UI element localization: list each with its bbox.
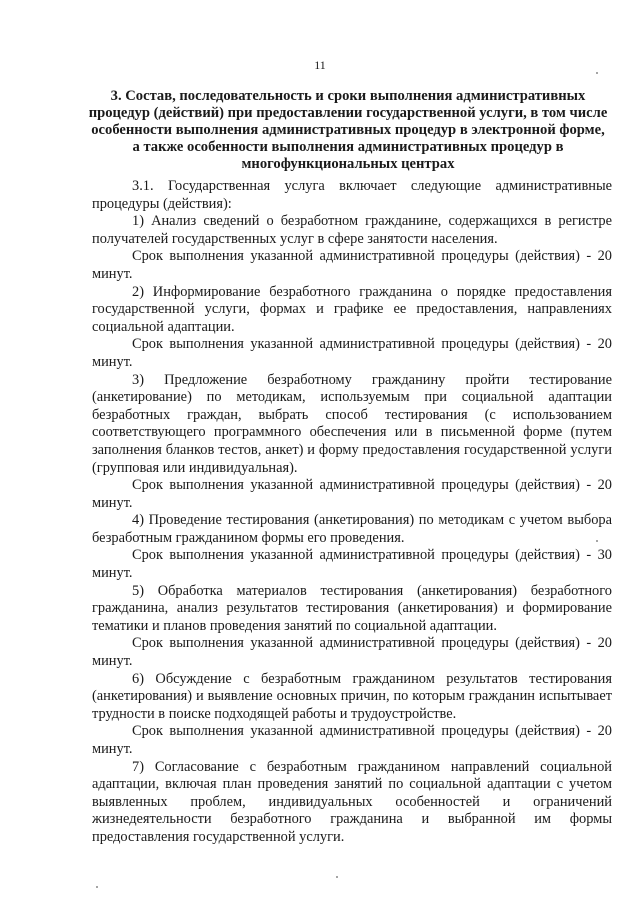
paragraph: 2) Информирование безработного гражданина о порядке предоставления государственной услуги, формах и графике ее предоставления, направлениях социальной адаптации. bbox=[92, 283, 612, 335]
paragraph: Срок выполнения указанной административной процедуры (действия) - 20 минут. bbox=[92, 635, 612, 670]
document-body bbox=[92, 178, 612, 847]
page-number: 11 bbox=[314, 58, 326, 72]
section-heading: 3. Состав, последовательность и сроки выполнения административных процедур (действий) при предоставлении государственной услуги, в том числе особенности выполнения административных процедур в электронной форме, а также особенности выполнения административных процедур в многофункциональных центрах bbox=[88, 88, 608, 172]
paragraph: Срок выполнения указанной административной процедуры (действия) - 20 минут. bbox=[92, 723, 612, 757]
paragraph: 4) Проведение тестирования (анкетирования) по методикам с учетом выбора безработным гражданином формы его проведения. bbox=[92, 512, 612, 546]
paragraph: Срок выполнения указанной административной процедуры (действия) - 20 минут. bbox=[92, 477, 612, 511]
paragraph: 5) Обработка материалов тестирования (анкетирования) безработного гражданина, анализ результатов тестирования (анкетирования) и формирование тематики и планов проведения занятий по социальной адаптации. bbox=[92, 582, 612, 634]
scan-speck bbox=[96, 886, 98, 888]
paragraph: 3.1. Государственная услуга включает следующие административные процедуры (действия): bbox=[92, 178, 612, 212]
scan-speck bbox=[336, 876, 338, 878]
paragraph: Срок выполнения указанной административной процедуры (действия) - 20 минут. bbox=[92, 248, 612, 282]
paragraph: Срок выполнения указанной административной процедуры (действия) - 30 минут. bbox=[92, 547, 612, 582]
scan-speck bbox=[596, 540, 598, 542]
paragraph: 6) Обсуждение с безработным гражданином результатов тестирования (анкетирования) и выявление основных причин, по которым гражданин испытывает трудности в поиске подходящей работы и трудоустройстве. bbox=[92, 670, 612, 722]
paragraph: 1) Анализ сведений о безработном гражданине, содержащихся в регистре получателей государственных услуг в сфере занятости населения. bbox=[92, 213, 612, 247]
scan-speck bbox=[596, 72, 598, 74]
paragraph: Срок выполнения указанной административной процедуры (действия) - 20 минут. bbox=[92, 336, 612, 370]
paragraph: 3) Предложение безработному гражданину пройти тестирование (анкетирование) по методикам, используемым при социальной адаптации безработных граждан, выбрать способ тестирования (с использованием соответствующего программного обеспечения или в письменной форме (путем заполнения бланков тестов, анкет) и форму предоставления государственной услуги (групповая или индивидуальная). bbox=[92, 371, 612, 476]
paragraph: 7) Согласование с безработным гражданином направлений социальной адаптации, включая план проведения занятий по социальной адаптации с учетом выявленных проблем, индивидуальных особенностей и ограничений жизнедеятельности безработного гражданина и выбранной им формы предоставления государственной услуги. bbox=[92, 758, 612, 845]
